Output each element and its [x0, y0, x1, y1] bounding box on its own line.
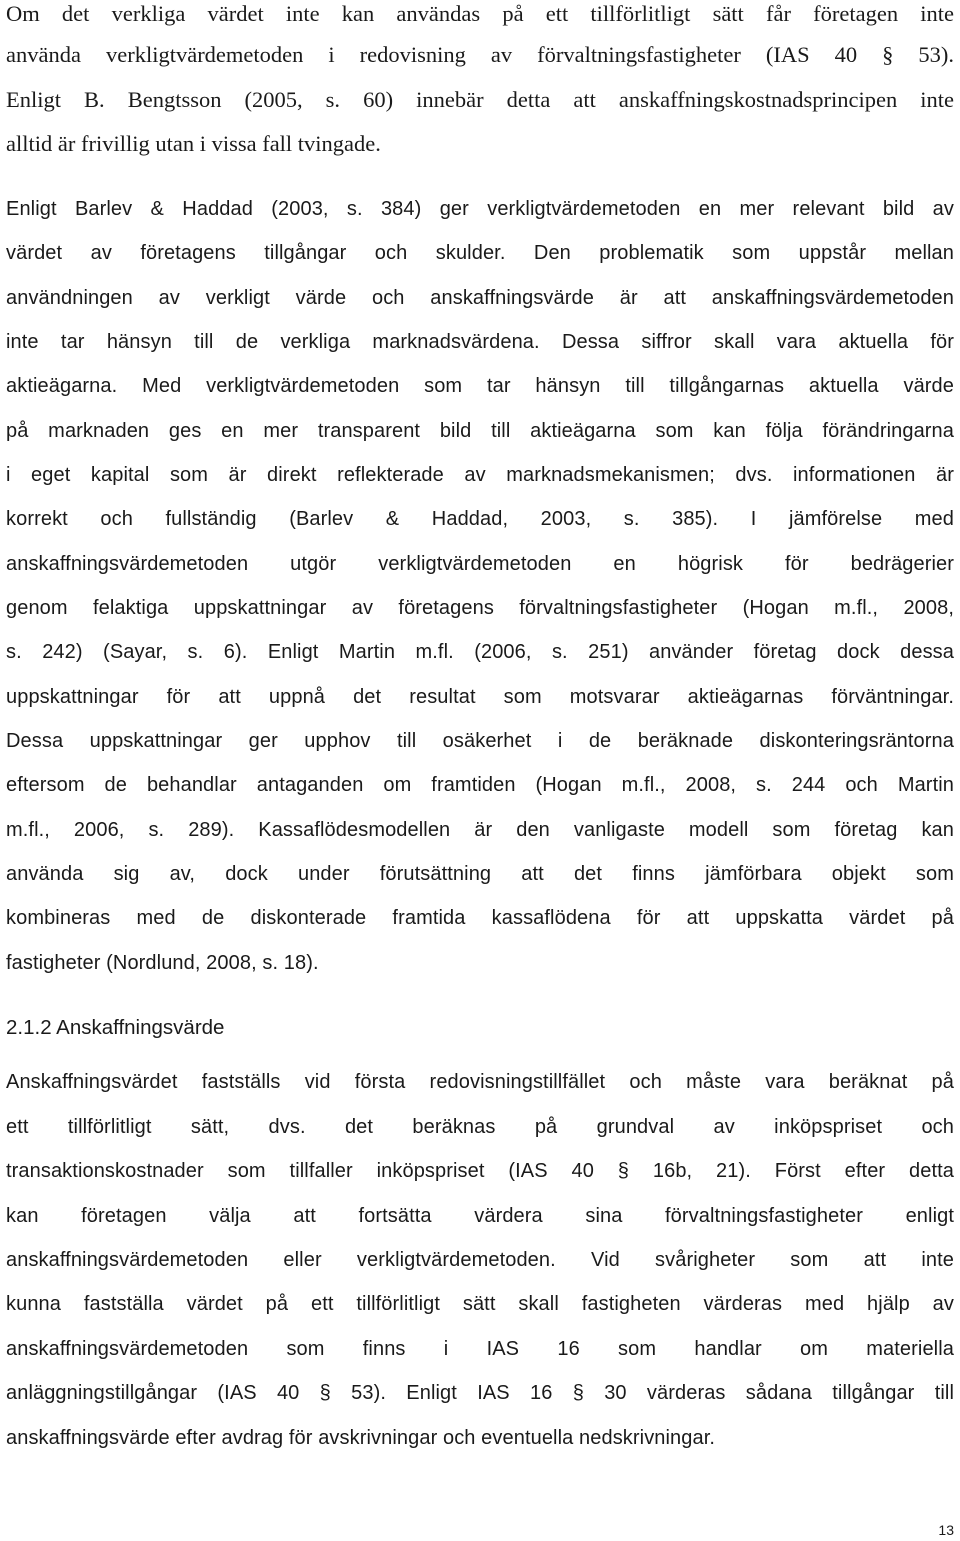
text-line: använda verkligtvärdemetoden i redovisning av förvaltningsfastigheter (IAS 40 § 53).	[6, 42, 954, 67]
text-line: Om det verkliga värdet inte kan användas på ett tillförlitligt sätt får företagen inte	[6, 1, 954, 26]
text-line: uppskattningar för att uppnå det resultat som motsvarar aktieägarnas förväntningar.	[6, 686, 954, 708]
text-line: aktieägarna. Med verkligtvärdemetoden som tar hänsyn till tillgångarnas aktuella värde	[6, 375, 954, 397]
text-line: fastigheter (Nordlund, 2008, s. 18).	[6, 952, 319, 974]
text-line: anskaffningsvärdemetoden eller verkligtvärdemetoden. Vid svårigheter som att inte	[6, 1249, 954, 1271]
text-line: anskaffningsvärde efter avdrag för avskrivningar och eventuella nedskrivningar.	[6, 1427, 716, 1449]
text-line: inte tar hänsyn till de verkliga marknadsvärdena. Dessa siffror skall vara aktuella för	[6, 331, 954, 353]
text-line: alltid är frivillig utan i vissa fall tvingade.	[6, 131, 381, 156]
text-line: Enligt Barlev & Haddad (2003, s. 384) ger verkligtvärdemetoden en mer relevant bild av	[6, 198, 954, 220]
text-line: s. 242) (Sayar, s. 6). Enligt Martin m.fl. (2006, s. 251) använder företag dock dessa	[6, 641, 954, 663]
section-heading: 2.1.2 Anskaffningsvärde	[6, 1016, 225, 1039]
text-line: eftersom de behandlar antaganden om framtiden (Hogan m.fl., 2008, s. 244 och Martin	[6, 774, 954, 796]
text-line: användningen av verkligt värde och anskaffningsvärde är att anskaffningsvärdemetoden	[6, 287, 954, 309]
page-number: 13	[938, 1522, 954, 1538]
text-line: anläggningstillgångar (IAS 40 § 53). Enligt IAS 16 § 30 värderas sådana tillgångar till	[6, 1382, 954, 1404]
text-line: på marknaden ges en mer transparent bild till aktieägarna som kan följa förändringarna	[6, 420, 954, 442]
text-line: genom felaktiga uppskattningar av företagens förvaltningsfastigheter (Hogan m.fl., 2008,	[6, 597, 954, 619]
text-line: kunna fastställa värdet på ett tillförlitligt sätt skall fastigheten värderas med hjälp av	[6, 1293, 954, 1315]
text-line: Anskaffningsvärdet fastställs vid första redovisningstillfället och måste vara beräknat på	[6, 1071, 954, 1093]
text-line: kan företagen välja att fortsätta värdera sina förvaltningsfastigheter enligt	[6, 1205, 954, 1227]
text-line: transaktionskostnader som tillfaller inköpspriset (IAS 40 § 16b, 21). Först efter detta	[6, 1160, 954, 1182]
text-line: i eget kapital som är direkt reflekterade av marknadsmekanismen; dvs. informationen är	[6, 464, 954, 486]
text-line: använda sig av, dock under förutsättning att det finns jämförbara objekt som	[6, 863, 954, 885]
text-line: korrekt och fullständig (Barlev & Haddad, 2003, s. 385). I jämförelse med	[6, 508, 954, 530]
text-line: Enligt B. Bengtsson (2005, s. 60) innebär detta att anskaffningskostnadsprincipen inte	[6, 87, 954, 112]
text-line: anskaffningsvärdemetoden utgör verkligtvärdemetoden en högrisk för bedrägerier	[6, 553, 954, 575]
text-line: m.fl., 2006, s. 289). Kassaflödesmodellen är den vanligaste modell som företag kan	[6, 819, 954, 841]
text-line: anskaffningsvärdemetoden som finns i IAS 16 som handlar om materiella	[6, 1338, 954, 1360]
text-line: ett tillförlitligt sätt, dvs. det beräknas på grundval av inköpspriset och	[6, 1116, 954, 1138]
text-line: Dessa uppskattningar ger upphov till osäkerhet i de beräknade diskonteringsräntorna	[6, 730, 954, 752]
text-line: värdet av företagens tillgångar och skulder. Den problematik som uppstår mellan	[6, 242, 954, 264]
text-line: kombineras med de diskonterade framtida kassaflödena för att uppskatta värdet på	[6, 907, 954, 929]
